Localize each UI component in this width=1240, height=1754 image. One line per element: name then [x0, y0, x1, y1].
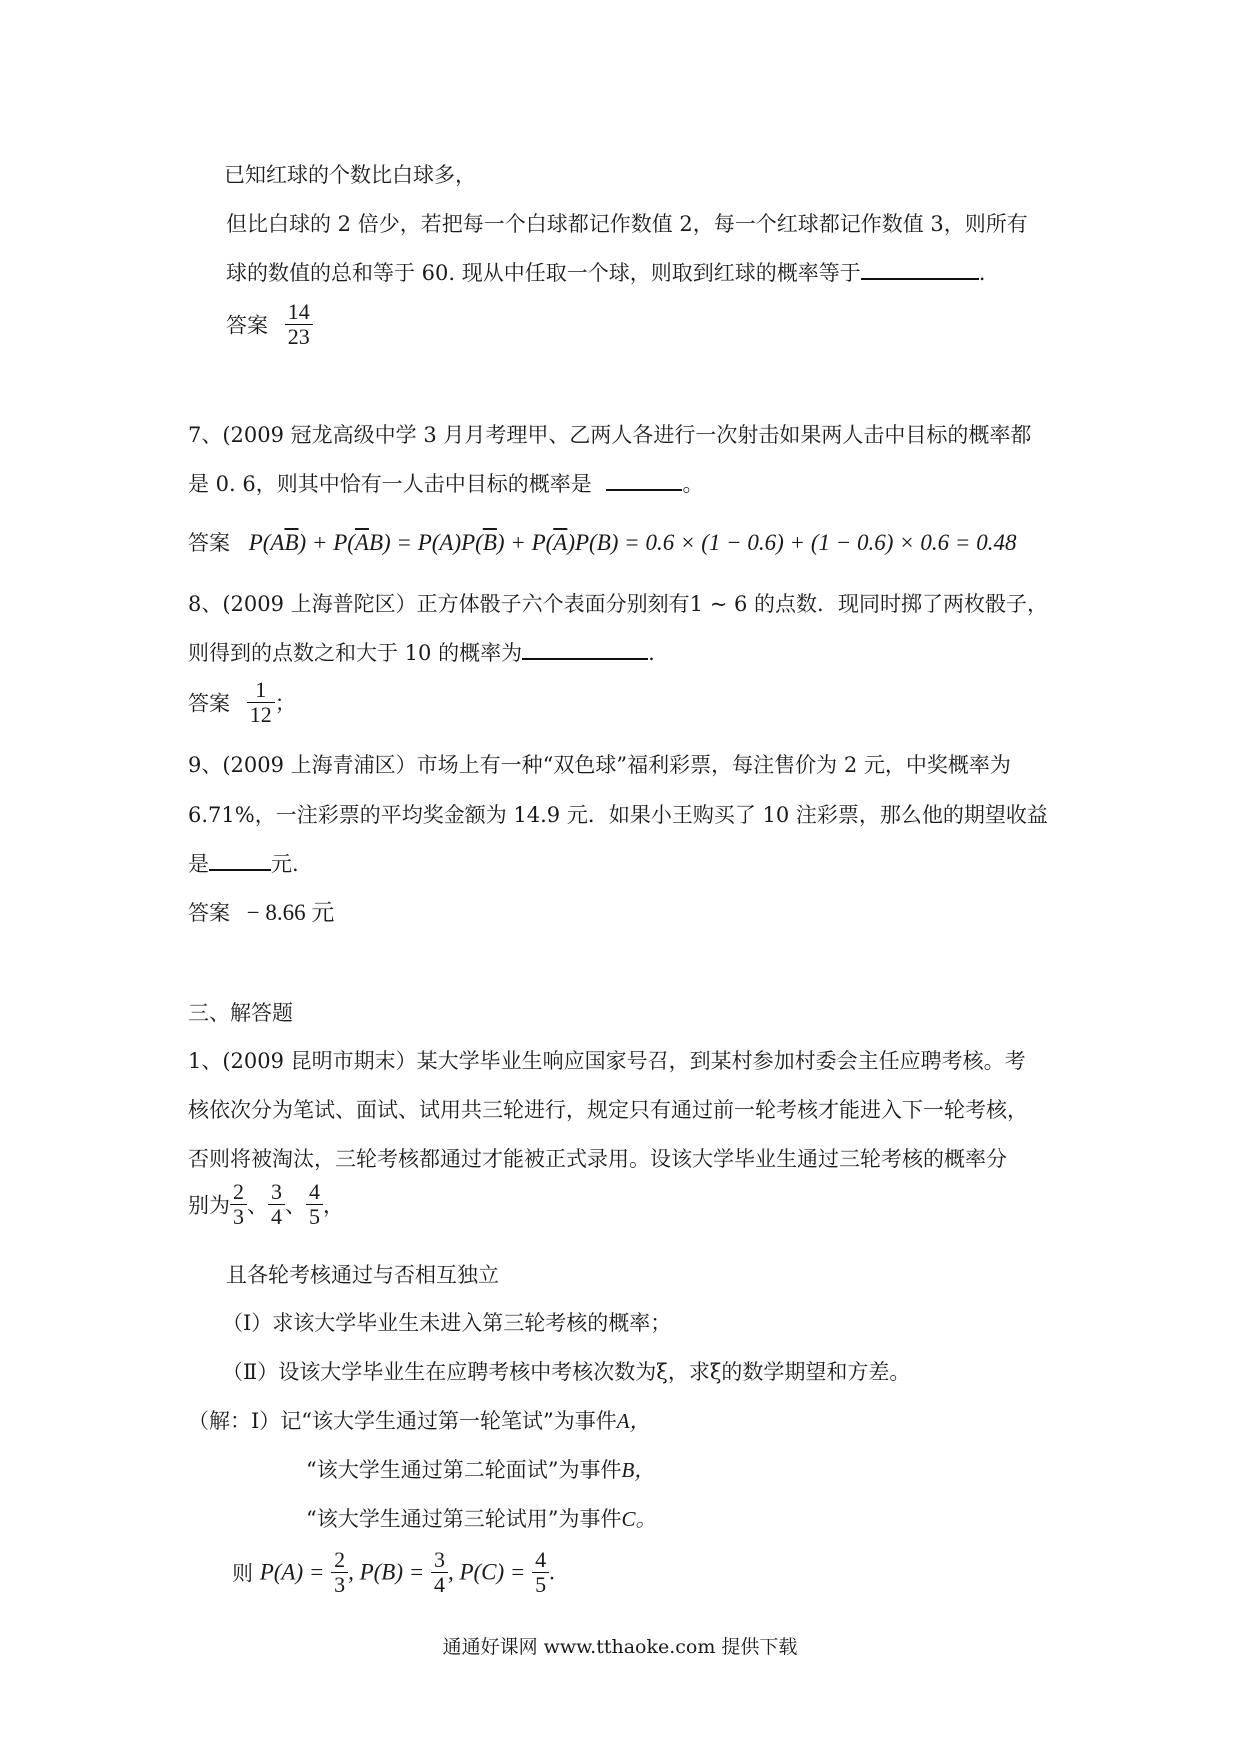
- answer-line: [188, 528, 1016, 558]
- solution-text: 则: [232, 1561, 253, 1586]
- solution-line: [188, 1406, 651, 1436]
- question-text: 是: [188, 852, 209, 876]
- problem-text-line: 已知红球的个数比白球多，: [224, 163, 476, 187]
- probability-b: , P(B) =: [348, 1559, 425, 1585]
- answer-label: 答案: [188, 901, 230, 925]
- answer-line: [188, 678, 296, 727]
- problem-text-line: [226, 258, 985, 288]
- solution-text: “该大学生通过第三轮试用”为事件: [306, 1507, 622, 1531]
- answer-blank: [606, 469, 682, 491]
- answer-line: [188, 898, 334, 928]
- answer-label: 答案: [188, 531, 230, 555]
- event-label: C。: [621, 1507, 657, 1531]
- problem-text: 别为: [188, 1193, 230, 1218]
- problem-text: 球的数值的总和等于 60. 现从中任取一个球，则取到红球的概率等于: [226, 261, 861, 285]
- fraction: $\frac{4}{5}$: [532, 1548, 549, 1597]
- solution-text: （解：Ⅰ）记“该大学生通过第一轮笔试”为事件: [188, 1409, 617, 1433]
- problem-1-line: 且各轮考核通过与否相互独立: [226, 1263, 499, 1287]
- punctuation: .: [648, 641, 655, 665]
- punctuation: ；: [274, 691, 296, 716]
- problem-1-line: [188, 1180, 344, 1229]
- event-label: B，: [621, 1458, 656, 1482]
- answer-fraction: [285, 300, 313, 349]
- question-9-line: [188, 849, 299, 879]
- separator: 、: [285, 1193, 306, 1218]
- answer-blank: [522, 638, 648, 660]
- problem-1-line: 核依次分为笔试、面试、试用共三轮进行，规定只有通过前一轮考核才能进入下一轮考核，: [188, 1098, 1028, 1122]
- numerator: 1: [247, 678, 275, 703]
- answer-blank: [861, 258, 979, 280]
- fraction: $\frac{2}{3}$: [331, 1548, 348, 1597]
- separator: 、: [247, 1193, 268, 1218]
- page-footer: 通通好课网 www.tthaoke.com 提供下载: [442, 1636, 798, 1658]
- problem-1-line: 否则将被淘汰，三轮考核都通过才能被正式录用。设该大学毕业生通过三轮考核的概率分: [188, 1147, 1007, 1171]
- question-text: 是 0. 6，则其中恰有一人击中目标的概率是: [188, 472, 592, 496]
- problem-1-line: 1、(2009 昆明市期末）某大学毕业生响应国家号召，到某村参加村委会主任应聘考核。考: [188, 1049, 1026, 1073]
- question-7-line: 7、(2009 冠龙高级中学 3 月月考理甲、乙两人各进行一次射击如果两人击中目标的概率都: [188, 423, 1032, 447]
- question-text: 元.: [271, 852, 299, 876]
- answer-blank: [209, 849, 271, 871]
- punctuation: .: [978, 261, 986, 285]
- answer-label: 答案: [226, 313, 268, 338]
- probability-line: [232, 1548, 555, 1597]
- question-7-line: [188, 469, 703, 499]
- solution-text: “该大学生通过第二轮面试”为事件: [306, 1458, 622, 1482]
- sub-question-2: （Ⅱ）设该大学毕业生在应聘考核中考核次数为ξ，求ξ的数学期望和方差。: [222, 1360, 911, 1384]
- question-8-line: [188, 638, 655, 668]
- fraction: $\frac{3}{4}$: [268, 1180, 285, 1229]
- denominator: 23: [287, 324, 310, 349]
- event-label: A，: [616, 1409, 651, 1433]
- solution-line: [306, 1455, 655, 1485]
- denominator: 12: [249, 702, 272, 727]
- probability-c: , P(C) =: [447, 1559, 526, 1585]
- sub-question-1: （Ⅰ）求该大学毕业生未进入第三轮考核的概率；: [222, 1311, 672, 1335]
- answer-line: [226, 300, 313, 349]
- question-9-line: 6.71%，一注彩票的平均奖金额为 14.9 元．如果小王购买了 10 注彩票，那么他的期望收益: [188, 803, 1048, 827]
- answer-value: − 8.66 元: [246, 900, 335, 925]
- fraction: $\frac{4}{5}$: [306, 1180, 323, 1229]
- punctuation: .: [549, 1559, 555, 1585]
- answer-fraction: [247, 678, 275, 727]
- section-title: 三、解答题: [188, 1001, 293, 1025]
- question-9-line: 9、(2009 上海青浦区）市场上有一种“双色球”福利彩票，每注售价为 2 元，中奖概率为: [188, 753, 1011, 777]
- punctuation: 。: [682, 472, 704, 496]
- solution-line: [306, 1504, 657, 1534]
- punctuation: ，: [323, 1193, 344, 1218]
- question-8-line: 8、(2009 上海普陀区）正方体骰子六个表面分别刻有1 ~ 6 的点数．现同时掷了两枚骰子，: [188, 592, 1049, 616]
- probability-formula: $P(A\overline{B}) + P(\overline{A}B) = P(A)P(\overline{B}) + P(\overline{A})P(B) = 0.6 \times (1 - 0.6) + (1 - 0.6) \times 0.6 = 0.48$: [248, 530, 1017, 555]
- problem-text-line: 但比白球的 2 倍少，若把每一个白球都记作数值 2，每一个红球都记作数值 3，则所有: [226, 212, 1028, 236]
- numerator: 14: [285, 300, 313, 325]
- probability-a: P(A) =: [259, 1559, 325, 1585]
- question-text: 则得到的点数之和大于 10 的概率为: [188, 641, 523, 665]
- answer-label: 答案: [188, 691, 230, 716]
- fraction: $\frac{2}{3}$: [230, 1180, 247, 1229]
- fraction: $\frac{3}{4}$: [431, 1548, 448, 1597]
